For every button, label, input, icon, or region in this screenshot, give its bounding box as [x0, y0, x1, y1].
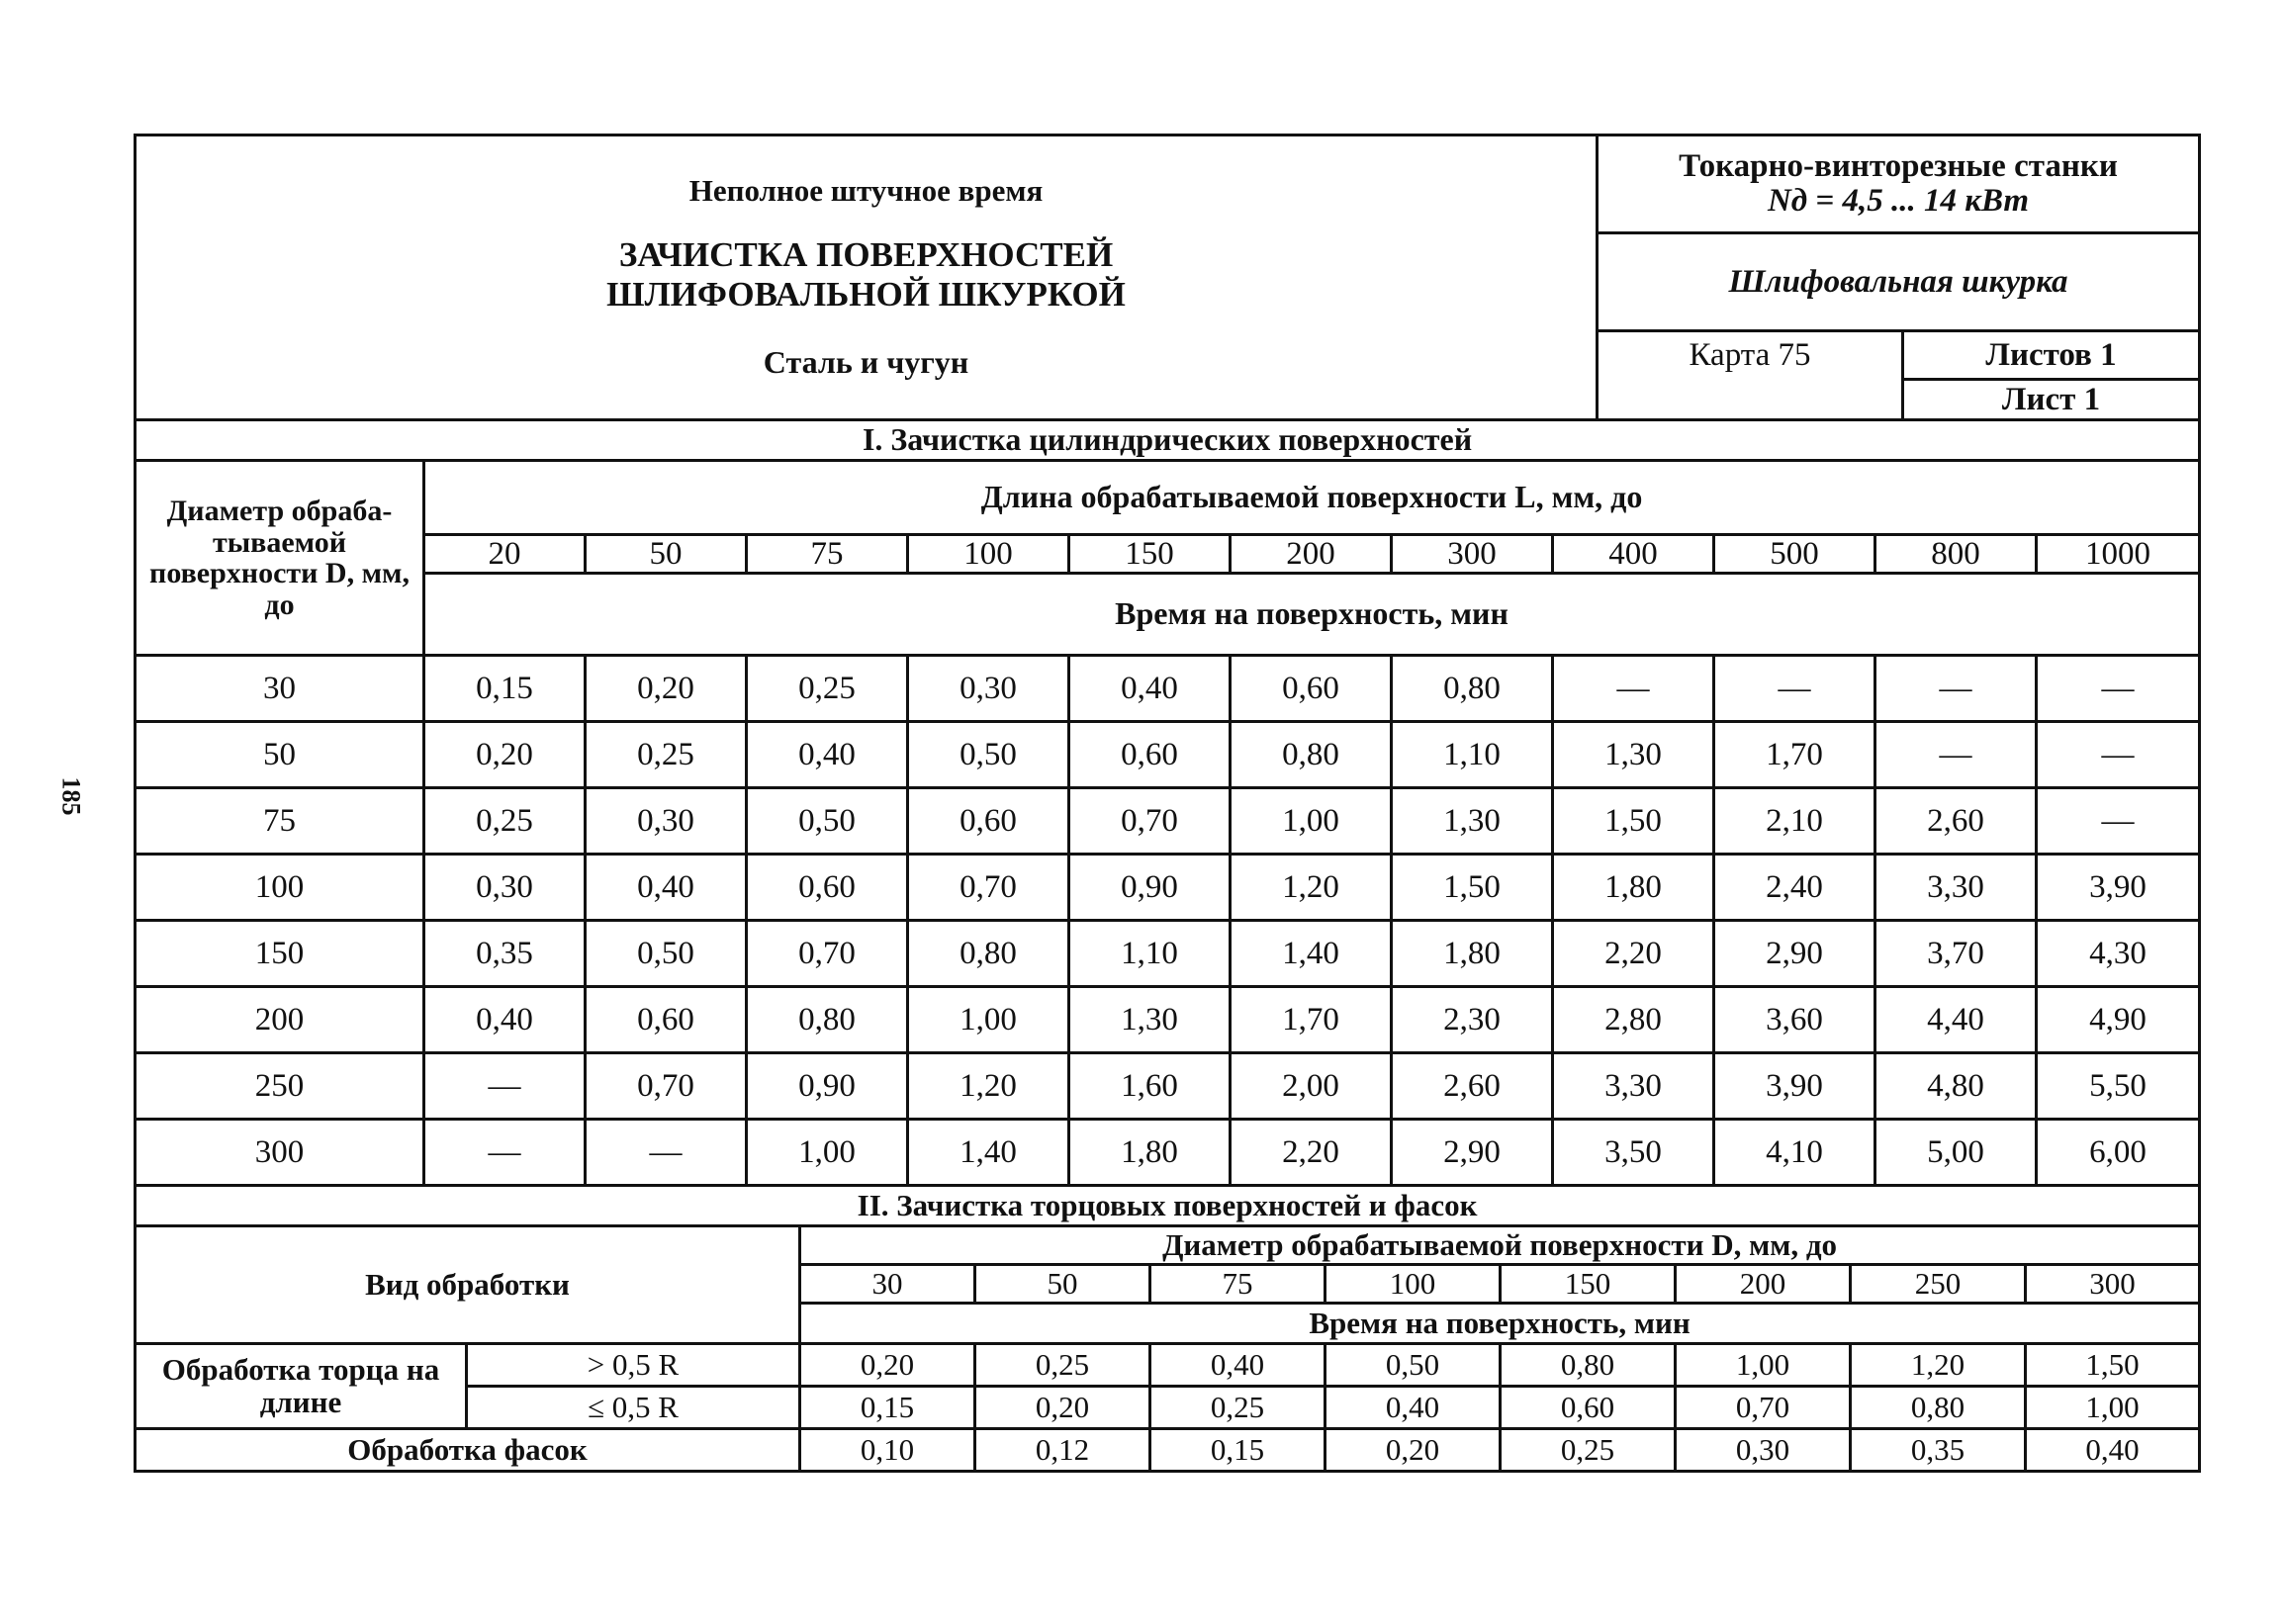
time-cell: 0,60 — [1231, 656, 1392, 722]
time-cell: 3,90 — [2037, 855, 2200, 921]
time-cell: 0,15 — [800, 1387, 975, 1429]
time-cell: 0,25 — [747, 656, 908, 722]
face-cond: ≤ 0,5 R — [467, 1387, 800, 1429]
diameter-value: 300 — [136, 1120, 424, 1186]
time-cell: 1,00 — [908, 987, 1069, 1053]
time-cell: 4,90 — [2037, 987, 2200, 1053]
time-cell: 1,50 — [1392, 855, 1553, 921]
card-number: Карта 75 — [1598, 331, 1903, 420]
diameter-value: 150 — [136, 921, 424, 987]
header-material: Сталь и чугун — [763, 344, 969, 381]
diam-value: 250 — [1851, 1265, 2026, 1304]
time-cell: 1,40 — [908, 1120, 1069, 1186]
time-cell: 0,90 — [747, 1053, 908, 1120]
machine-cell — [1598, 135, 2200, 233]
time-cell: 2,20 — [1231, 1120, 1392, 1186]
time-cell: 1,20 — [1851, 1344, 2026, 1387]
section2-title: II. Зачистка торцовых поверхностей и фасок — [136, 1186, 2200, 1226]
time-cell: 1,40 — [1231, 921, 1392, 987]
table-row — [136, 722, 2200, 788]
time-cell: 2,20 — [1553, 921, 1714, 987]
power-label: Nд = 4,5 ... 14 кВт — [1767, 183, 2030, 219]
time-cell: 3,30 — [1875, 855, 2037, 921]
time-cell: 0,25 — [1150, 1387, 1325, 1429]
time-cell: 0,50 — [747, 788, 908, 855]
card-sheet — [134, 134, 2198, 1473]
diameter-value: 30 — [136, 656, 424, 722]
time-cell: 1,30 — [1553, 722, 1714, 788]
section1-body — [136, 656, 2200, 1186]
length-value: 800 — [1875, 535, 2037, 574]
time-cell: 0,15 — [1150, 1429, 1325, 1472]
time-cell: — — [586, 1120, 747, 1186]
diam-value: 200 — [1676, 1265, 1851, 1304]
face-label: Обработка торца на длине — [136, 1344, 467, 1429]
time-cell: 0,50 — [908, 722, 1069, 788]
time-cell: 1,80 — [1553, 855, 1714, 921]
time-cell: 0,60 — [747, 855, 908, 921]
time-cell: 1,30 — [1069, 987, 1231, 1053]
time-cell: 0,40 — [586, 855, 747, 921]
time-cell: 4,30 — [2037, 921, 2200, 987]
length-value: 500 — [1714, 535, 1875, 574]
time-cell: — — [2037, 656, 2200, 722]
length-value: 300 — [1392, 535, 1553, 574]
time-cell: 1,50 — [1553, 788, 1714, 855]
time-cell: 2,60 — [1392, 1053, 1553, 1120]
diameter-value: 75 — [136, 788, 424, 855]
length-value: 20 — [424, 535, 586, 574]
section2-table — [134, 1184, 2201, 1473]
time-cell: 0,25 — [1501, 1429, 1676, 1472]
length-value: 50 — [586, 535, 747, 574]
table-row — [136, 1120, 2200, 1186]
time-cell: 2,30 — [1392, 987, 1553, 1053]
time-cell: 2,80 — [1553, 987, 1714, 1053]
diam-value: 30 — [800, 1265, 975, 1304]
time-cell: 0,40 — [2026, 1429, 2200, 1472]
header-title-cell — [136, 135, 1598, 420]
time-cell: 0,80 — [1392, 656, 1553, 722]
time-cell: 0,70 — [1676, 1387, 1851, 1429]
time-cell: 0,40 — [1069, 656, 1231, 722]
time-cell: 1,00 — [2026, 1387, 2200, 1429]
time-cell: 0,30 — [586, 788, 747, 855]
time-cell: 2,00 — [1231, 1053, 1392, 1120]
time-cell: 0,40 — [747, 722, 908, 788]
time-cell: 4,10 — [1714, 1120, 1875, 1186]
diameter-value: 250 — [136, 1053, 424, 1120]
time-cell: 0,50 — [586, 921, 747, 987]
time-cell: 5,50 — [2037, 1053, 2200, 1120]
length-value: 100 — [908, 535, 1069, 574]
time-cell: 0,12 — [975, 1429, 1150, 1472]
time-cell: 0,10 — [800, 1429, 975, 1472]
diameter-header: Диаметр обраба-тываемой поверхности D, мм, до — [136, 461, 424, 656]
time-cell: 0,35 — [1851, 1429, 2026, 1472]
time-cell: 0,70 — [908, 855, 1069, 921]
page-number: 185 — [56, 776, 86, 816]
time-cell: 1,20 — [1231, 855, 1392, 921]
time-header-2: Время на поверхность, мин — [800, 1304, 2200, 1344]
time-header: Время на поверхность, мин — [424, 574, 2200, 656]
time-cell: 0,60 — [908, 788, 1069, 855]
table-row — [136, 1053, 2200, 1120]
time-cell: 2,90 — [1714, 921, 1875, 987]
time-cell: 1,20 — [908, 1053, 1069, 1120]
time-cell: — — [424, 1120, 586, 1186]
time-cell: 1,00 — [1231, 788, 1392, 855]
time-cell: 0,80 — [747, 987, 908, 1053]
face-cond: > 0,5 R — [467, 1344, 800, 1387]
time-cell: 3,60 — [1714, 987, 1875, 1053]
time-cell: 0,25 — [975, 1344, 1150, 1387]
table-row — [136, 921, 2200, 987]
time-cell: 0,40 — [1325, 1387, 1501, 1429]
header-title-line1: ЗАЧИСТКА ПОВЕРХНОСТЕЙ — [618, 234, 1114, 274]
time-cell: 2,10 — [1714, 788, 1875, 855]
time-cell: 4,40 — [1875, 987, 2037, 1053]
time-cell: 2,60 — [1875, 788, 2037, 855]
time-cell: 2,90 — [1392, 1120, 1553, 1186]
length-value: 150 — [1069, 535, 1231, 574]
chamfer-label: Обработка фасок — [136, 1429, 800, 1472]
time-cell: 3,50 — [1553, 1120, 1714, 1186]
time-cell: 0,50 — [1325, 1344, 1501, 1387]
time-cell: 0,20 — [975, 1387, 1150, 1429]
time-cell: — — [1875, 722, 2037, 788]
time-cell: 1,80 — [1392, 921, 1553, 987]
time-cell: 0,20 — [586, 656, 747, 722]
time-cell: 0,30 — [1676, 1429, 1851, 1472]
header-title-line2: ШЛИФОВАЛЬНОЙ ШКУРКОЙ — [606, 274, 1126, 314]
time-cell: 0,60 — [1069, 722, 1231, 788]
diam-value: 75 — [1150, 1265, 1325, 1304]
header-table — [134, 134, 2201, 421]
time-cell: 1,10 — [1069, 921, 1231, 987]
time-cell: 1,10 — [1392, 722, 1553, 788]
time-cell: 3,70 — [1875, 921, 2037, 987]
time-cell: 0,90 — [1069, 855, 1231, 921]
time-cell: 0,30 — [908, 656, 1069, 722]
time-cell: 0,30 — [424, 855, 586, 921]
table-row — [136, 855, 2200, 921]
time-cell: 0,80 — [908, 921, 1069, 987]
time-cell: 0,25 — [586, 722, 747, 788]
diameter-value: 100 — [136, 855, 424, 921]
time-cell: 0,80 — [1231, 722, 1392, 788]
time-cell: 0,35 — [424, 921, 586, 987]
time-cell: — — [1553, 656, 1714, 722]
length-value: 75 — [747, 535, 908, 574]
time-cell: 0,60 — [1501, 1387, 1676, 1429]
table-row — [136, 788, 2200, 855]
time-cell: 1,70 — [1714, 722, 1875, 788]
time-cell: 0,20 — [800, 1344, 975, 1387]
time-cell: — — [2037, 722, 2200, 788]
time-cell: 0,70 — [586, 1053, 747, 1120]
time-cell: — — [2037, 788, 2200, 855]
tool-label: Шлифовальная шкурка — [1598, 233, 2200, 331]
sheet-number: Лист 1 — [1903, 380, 2200, 420]
time-cell: 0,25 — [424, 788, 586, 855]
time-cell: — — [424, 1053, 586, 1120]
time-cell: 3,30 — [1553, 1053, 1714, 1120]
diam-value: 300 — [2026, 1265, 2200, 1304]
time-cell: 0,20 — [1325, 1429, 1501, 1472]
time-cell: 0,20 — [424, 722, 586, 788]
time-cell: 0,15 — [424, 656, 586, 722]
table-row — [136, 987, 2200, 1053]
section1-title: I. Зачистка цилиндрических поверхностей — [136, 420, 2200, 461]
time-cell: 2,40 — [1714, 855, 1875, 921]
time-cell: 1,00 — [1676, 1344, 1851, 1387]
time-cell: 4,80 — [1875, 1053, 2037, 1120]
sheets-total: Листов 1 — [1903, 331, 2200, 380]
length-value: 1000 — [2037, 535, 2200, 574]
time-cell: 0,80 — [1851, 1387, 2026, 1429]
time-cell: 1,60 — [1069, 1053, 1231, 1120]
time-cell: 1,80 — [1069, 1120, 1231, 1186]
time-cell: — — [1875, 656, 2037, 722]
time-cell: 5,00 — [1875, 1120, 2037, 1186]
length-value: 400 — [1553, 535, 1714, 574]
time-cell: 0,60 — [586, 987, 747, 1053]
time-cell: 3,90 — [1714, 1053, 1875, 1120]
time-cell: 0,80 — [1501, 1344, 1676, 1387]
header-line1: Неполное штучное время — [688, 173, 1044, 209]
time-cell: 0,70 — [747, 921, 908, 987]
diam-value: 150 — [1501, 1265, 1676, 1304]
time-cell: 0,40 — [424, 987, 586, 1053]
time-cell: 6,00 — [2037, 1120, 2200, 1186]
kind-header: Вид обработки — [136, 1226, 800, 1344]
time-cell: 1,30 — [1392, 788, 1553, 855]
length-header: Длина обрабатываемой поверхности L, мм, до — [424, 461, 2200, 535]
time-cell: 1,70 — [1231, 987, 1392, 1053]
diam-header: Диаметр обрабатываемой поверхности D, мм, до — [800, 1226, 2200, 1265]
section1-table — [134, 418, 2201, 1187]
time-cell: 0,40 — [1150, 1344, 1325, 1387]
machine-label: Токарно-винторезные станки — [1679, 148, 2118, 185]
time-cell: — — [1714, 656, 1875, 722]
time-cell: 1,50 — [2026, 1344, 2200, 1387]
diam-value: 100 — [1325, 1265, 1501, 1304]
diameter-value: 200 — [136, 987, 424, 1053]
length-value: 200 — [1231, 535, 1392, 574]
table-row — [136, 656, 2200, 722]
diam-value: 50 — [975, 1265, 1150, 1304]
diameter-value: 50 — [136, 722, 424, 788]
time-cell: 1,00 — [747, 1120, 908, 1186]
time-cell: 0,70 — [1069, 788, 1231, 855]
